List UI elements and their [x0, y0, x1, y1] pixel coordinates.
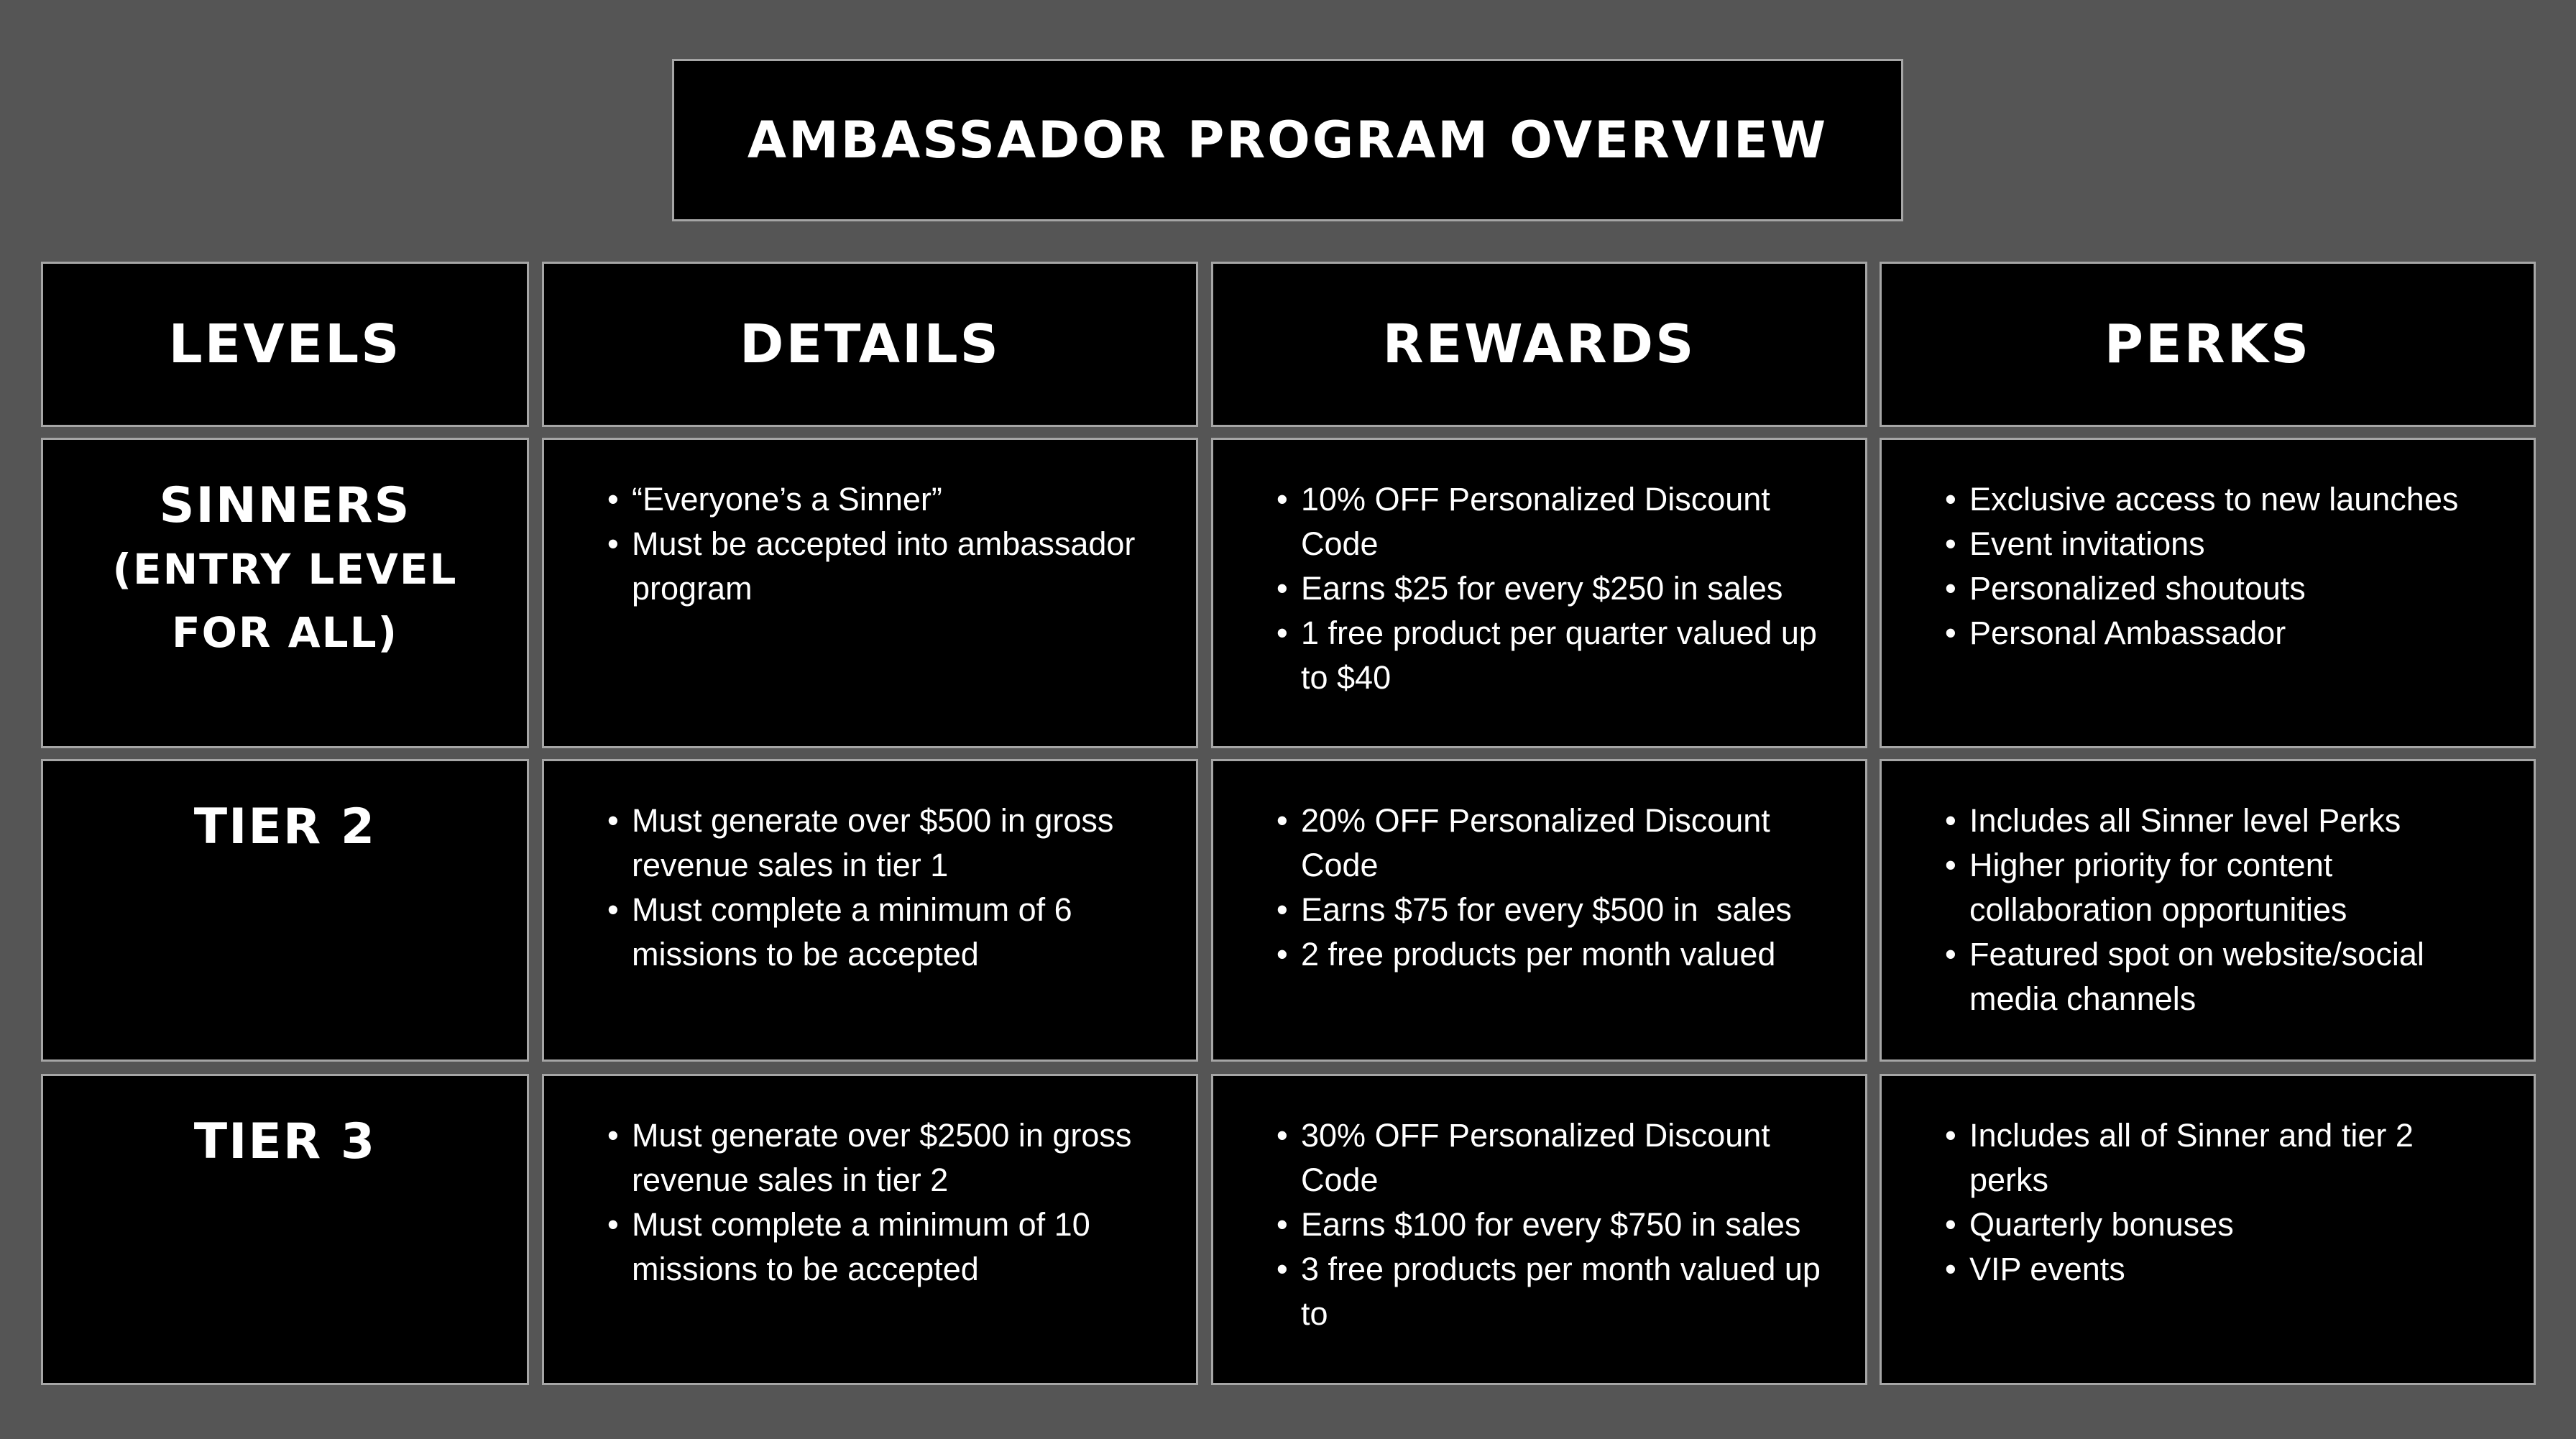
perks-list [1944, 477, 2498, 656]
header-perks-label: PERKS [2104, 313, 2312, 375]
list-item: • Must be accepted into ambassador program [607, 525, 1136, 607]
list-item: • Featured spot on website/social media channels [1945, 936, 2424, 1017]
perks-cell-tier-2 [1880, 759, 2536, 1062]
page-title: AMBASSADOR PROGRAM OVERVIEW [747, 111, 1828, 170]
list-item: • Includes all of Sinner and tier 2 perks [1945, 1117, 2414, 1198]
list-item: • Must generate over $2500 in gross revenue sales in tier 2 [607, 1117, 1132, 1198]
list-item: • 3 free products per month valued up to [1276, 1251, 1821, 1332]
details-cell-tier-3 [542, 1074, 1198, 1385]
header-levels [41, 262, 529, 427]
list-item: • Earns $100 for every $750 in sales [1276, 1206, 1801, 1243]
list-item: • 30% OFF Personalized Discount Code [1276, 1117, 1770, 1198]
list-item: • Quarterly bonuses [1945, 1206, 2234, 1243]
rewards-cell-tier-3 [1211, 1074, 1867, 1385]
level-name: TIER 2 [193, 799, 377, 855]
details-cell-sinners [542, 438, 1198, 748]
perks-list [1944, 799, 2498, 1021]
header-details [542, 262, 1198, 427]
list-item: • Includes all Sinner level Perks [1945, 802, 2401, 839]
perks-cell-sinners [1880, 438, 2536, 748]
details-cell-tier-2 [542, 759, 1198, 1062]
level-name: TIER 3 [193, 1113, 377, 1170]
rewards-cell-sinners [1211, 438, 1867, 748]
details-list [606, 1113, 1160, 1292]
header-rewards [1211, 262, 1867, 427]
list-item: • Exclusive access to new launches [1945, 481, 2459, 518]
header-rewards-label: REWARDS [1382, 313, 1696, 375]
list-item: • Personal Ambassador [1945, 615, 2286, 651]
details-list [606, 477, 1160, 611]
level-name: SINNERS [159, 477, 411, 534]
level-cell-tier-3 [41, 1074, 529, 1385]
list-item: • Must complete a minimum of 6 missions to be accepted [607, 891, 1072, 973]
header-perks [1880, 262, 2536, 427]
list-item: • Must complete a minimum of 10 missions to be accepted [607, 1206, 1090, 1287]
rewards-list [1275, 799, 1829, 977]
perks-list [1944, 1113, 2498, 1292]
header-details-label: DETAILS [740, 313, 1000, 375]
list-item: • Event invitations [1945, 525, 2205, 562]
list-item: • VIP events [1945, 1251, 2125, 1287]
level-subtitle: (ENTRY LEVEL FOR ALL) [112, 545, 458, 657]
rewards-cell-tier-2 [1211, 759, 1867, 1062]
header-levels-label: LEVELS [168, 313, 402, 375]
list-item: • Earns $75 for every $500 in sales [1276, 891, 1792, 928]
list-item: • 1 free product per quarter valued up to $40 [1276, 615, 1817, 696]
level-cell-sinners [41, 438, 529, 748]
list-item: • Personalized shoutouts [1945, 570, 2306, 607]
list-item: • Higher priority for content collaboration opportunities [1945, 847, 2347, 928]
level-cell-tier-2 [41, 759, 529, 1062]
list-item: • 20% OFF Personalized Discount Code [1276, 802, 1770, 883]
perks-cell-tier-3 [1880, 1074, 2536, 1385]
rewards-list [1275, 1113, 1829, 1336]
list-item: • Must generate over $500 in gross revenue sales in tier 1 [607, 802, 1114, 883]
list-item: • Earns $25 for every $250 in sales [1276, 570, 1783, 607]
list-item: • 2 free products per month valued [1276, 936, 1776, 973]
list-item: • 10% OFF Personalized Discount Code [1276, 481, 1770, 562]
page-title-box [672, 59, 1903, 221]
details-list [606, 799, 1160, 977]
list-item: • “Everyone’s a Sinner” [607, 481, 942, 518]
rewards-list [1275, 477, 1829, 700]
